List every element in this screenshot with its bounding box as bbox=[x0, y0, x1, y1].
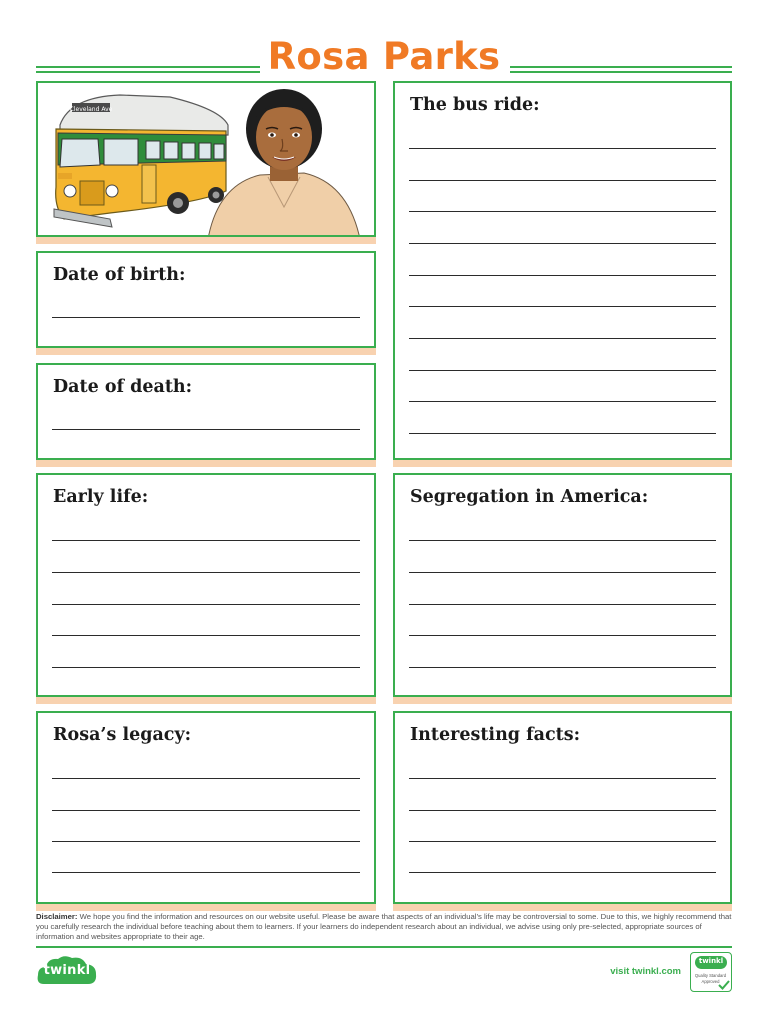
bus-ride-band bbox=[393, 460, 732, 467]
checkmark-icon bbox=[718, 980, 730, 990]
bus-sign: Cleveland Ave bbox=[69, 106, 113, 113]
quality-badge-logo bbox=[695, 956, 727, 969]
bus-ride-box bbox=[393, 81, 732, 460]
early-life-label: Early life: bbox=[53, 487, 149, 507]
writing-line[interactable] bbox=[409, 841, 716, 842]
title-rule-right bbox=[510, 66, 732, 74]
writing-line[interactable] bbox=[409, 667, 716, 668]
facts-label: Interesting facts: bbox=[410, 725, 581, 745]
writing-line[interactable] bbox=[409, 401, 716, 402]
writing-line[interactable] bbox=[52, 872, 360, 873]
writing-line[interactable] bbox=[52, 429, 360, 430]
writing-line[interactable] bbox=[409, 243, 716, 244]
page-title: Rosa Parks bbox=[267, 35, 501, 78]
twinkl-logo[interactable] bbox=[36, 954, 98, 988]
writing-line[interactable] bbox=[52, 841, 360, 842]
facts-band bbox=[393, 904, 732, 911]
writing-line[interactable] bbox=[409, 635, 716, 636]
early-life-box bbox=[36, 473, 376, 697]
segregation-label: Segregation in America: bbox=[410, 487, 649, 507]
segregation-band bbox=[393, 697, 732, 704]
date-of-death-band bbox=[36, 460, 376, 467]
disclaimer bbox=[36, 912, 732, 943]
quality-badge bbox=[690, 952, 732, 992]
writing-line[interactable] bbox=[409, 306, 716, 307]
writing-line[interactable] bbox=[52, 572, 360, 573]
footer-rule bbox=[36, 946, 732, 948]
disclaimer-label: Disclaimer: bbox=[36, 912, 78, 921]
writing-line[interactable] bbox=[52, 540, 360, 541]
writing-line[interactable] bbox=[52, 810, 360, 811]
rosa-parks-portrait-icon bbox=[208, 87, 368, 237]
writing-line[interactable] bbox=[409, 148, 716, 149]
illustration-box bbox=[36, 81, 376, 237]
writing-line[interactable] bbox=[52, 778, 360, 779]
twinkl-logo-text: twinkl bbox=[43, 963, 91, 978]
bus-ride-label: The bus ride: bbox=[410, 95, 540, 115]
date-of-death-box bbox=[36, 363, 376, 460]
legacy-label: Rosa’s legacy: bbox=[53, 725, 192, 745]
writing-line[interactable] bbox=[409, 572, 716, 573]
writing-line[interactable] bbox=[409, 275, 716, 276]
quality-badge-caption-1: Quality Standard bbox=[694, 973, 727, 978]
segregation-box bbox=[393, 473, 732, 697]
illustration-box-band bbox=[36, 237, 376, 244]
writing-line[interactable] bbox=[409, 180, 716, 181]
date-of-death-label: Date of death: bbox=[53, 377, 193, 397]
early-life-band bbox=[36, 697, 376, 704]
date-of-birth-box bbox=[36, 251, 376, 348]
website-link[interactable]: visit twinkl.com bbox=[610, 966, 681, 977]
writing-line[interactable] bbox=[409, 211, 716, 212]
writing-line[interactable] bbox=[52, 635, 360, 636]
legacy-box bbox=[36, 711, 376, 904]
writing-line[interactable] bbox=[409, 604, 716, 605]
writing-line[interactable] bbox=[409, 872, 716, 873]
writing-line[interactable] bbox=[52, 667, 360, 668]
legacy-band bbox=[36, 904, 376, 911]
writing-line[interactable] bbox=[409, 370, 716, 371]
writing-line[interactable] bbox=[52, 317, 360, 318]
writing-line[interactable] bbox=[409, 778, 716, 779]
writing-line[interactable] bbox=[409, 810, 716, 811]
writing-line[interactable] bbox=[409, 433, 716, 434]
quality-badge-caption-2: Approved bbox=[701, 979, 720, 984]
writing-line[interactable] bbox=[52, 604, 360, 605]
writing-line[interactable] bbox=[409, 338, 716, 339]
facts-box bbox=[393, 711, 732, 904]
date-of-birth-band bbox=[36, 348, 376, 355]
disclaimer-text: We hope you find the information and resources on our website useful. Please be aware that aspects of an individual’s life may be controversial to some. Due to this, we highly recommend that you carefully research the individual before teaching about them to learners. If your learners do independent research about an individual, we advise using only pre-selected, appropriate sources of information and websites appropriate to their age. bbox=[36, 912, 732, 942]
writing-line[interactable] bbox=[409, 540, 716, 541]
quality-badge-logo-text: twinkl bbox=[698, 957, 724, 965]
date-of-birth-label: Date of birth: bbox=[53, 265, 186, 285]
